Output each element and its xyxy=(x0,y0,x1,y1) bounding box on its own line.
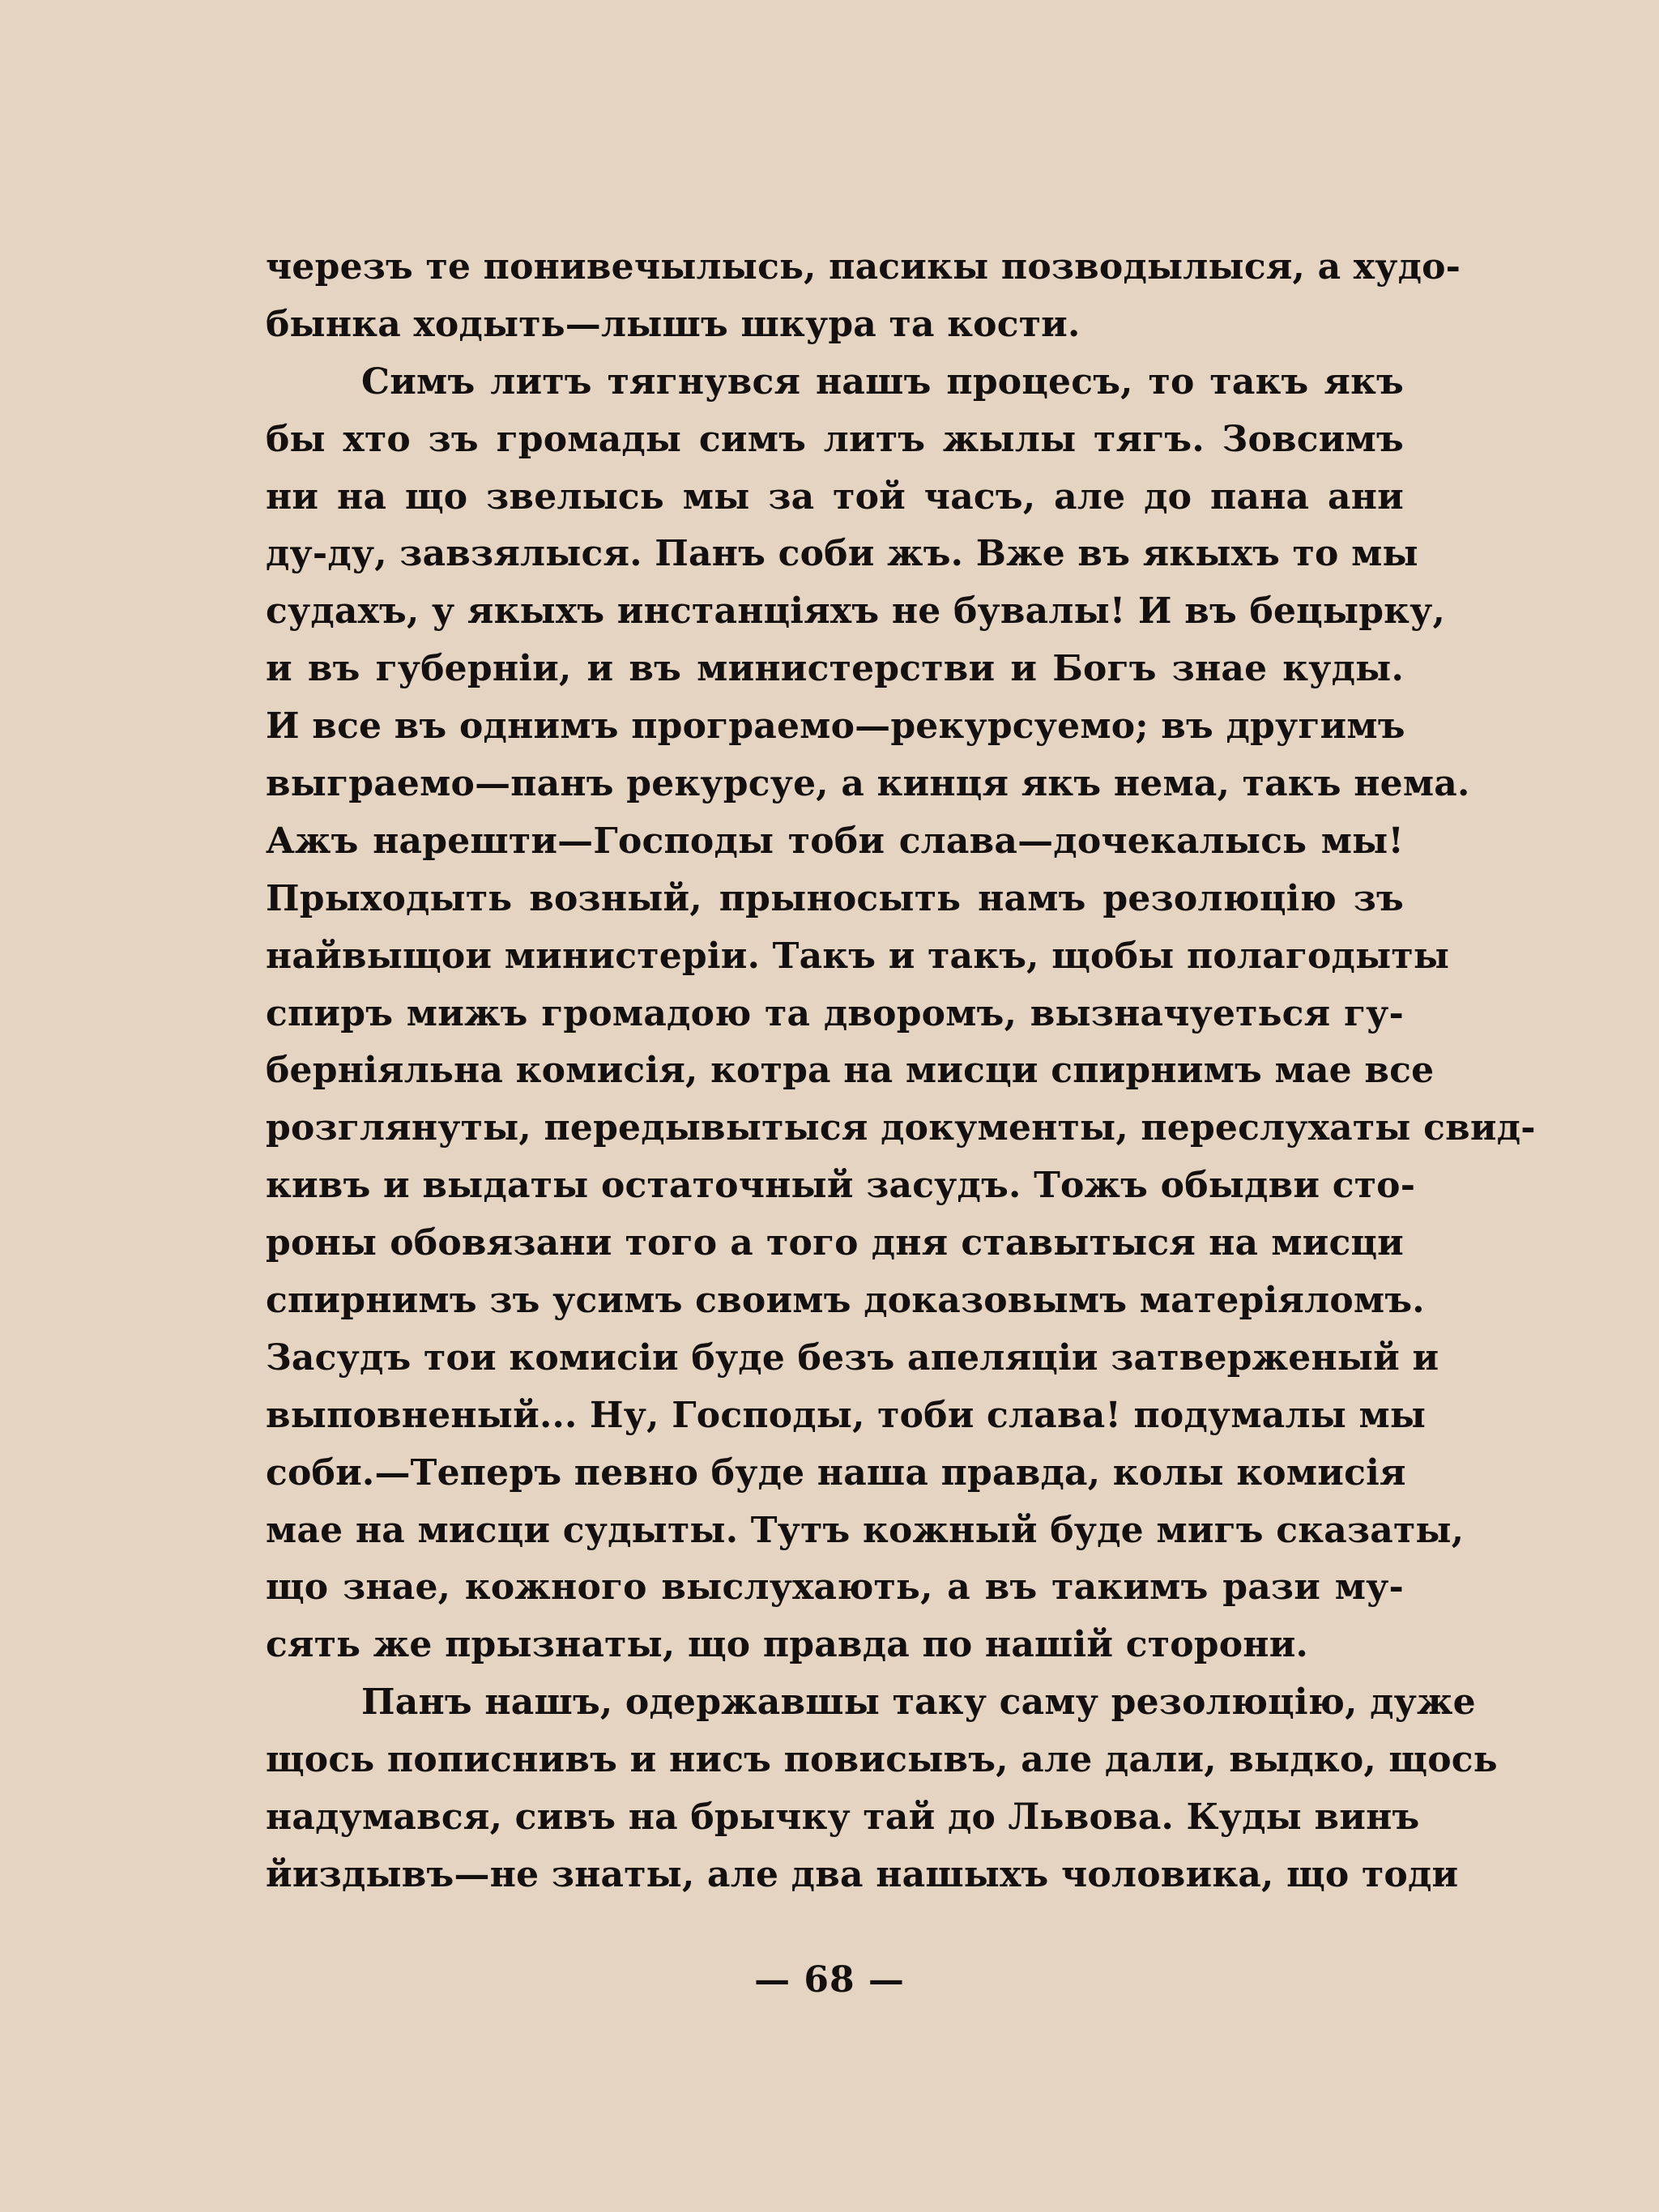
text-line: берніяльна комисія, котра на мисци спирнимъ мае все xyxy=(266,1050,1435,1092)
text-line: спирнимъ зъ усимъ своимъ доказовымъ матеріяломъ. xyxy=(266,1280,1425,1322)
text-line: судахъ, у якыхъ инстанціяхъ не бувалы! И въ бецырку, xyxy=(266,590,1446,633)
text-line: кивъ и выдаты остаточный засудъ. Тожъ обыдви сто- xyxy=(266,1165,1416,1207)
text-line: сять же прызнаты, що правда по нашій сторони. xyxy=(266,1624,1309,1666)
text-line: выграемо—панъ рекурсуе, а кинця якъ нема, такъ нема. xyxy=(266,763,1470,805)
text-line: щось пописнивъ и нисъ повисывъ, але дали, выдко, щось xyxy=(266,1739,1498,1781)
text-line: Засудъ тои комисіи буде безъ апеляціи затверженый и xyxy=(266,1336,1439,1379)
text-line: Ажъ нарешти—Господы тоби слава—дочекалысь мы! xyxy=(266,820,1404,862)
text-line: мае на мисци судыты. Тутъ кожный буде мигъ сказаты, xyxy=(266,1509,1465,1551)
text-line: Симъ литъ тягнувся нашъ процесъ, то такъ якъ xyxy=(361,360,1404,403)
text-line: найвыщои министеріи. Такъ и такъ, щобы полагодыты xyxy=(266,935,1450,977)
text-line: Прыходыть возный, прыносыть намъ резолюцію зъ xyxy=(266,877,1404,919)
text-line: спиръ мижъ громадою та дворомъ, вызначуеться гу- xyxy=(266,992,1404,1034)
text-line: Панъ нашъ, одержавшы таку саму резолюцію, дуже xyxy=(361,1681,1476,1724)
text-line: бы хто зъ громады симъ литъ жылы тягъ. Зовсимъ xyxy=(266,418,1404,460)
text-line: надумався, сивъ на брычку тай до Львова. Куды винъ xyxy=(266,1796,1420,1839)
text-line: ду-ду, завзялыся. Панъ соби жъ. Вже въ якыхъ то мы xyxy=(266,533,1418,575)
text-line: йиздывъ—не знаты, але два нашыхъ чоловика, що тоди xyxy=(266,1853,1459,1895)
text-line: що знае, кожного выслухають, а въ такимъ рази му- xyxy=(266,1566,1404,1609)
text-line: розглянуты, передывытыся документы, переслухаты свид- xyxy=(266,1107,1536,1149)
text-line: роны обовязани того а того дня ставытыся на мисци xyxy=(266,1222,1404,1264)
text-line: соби.—Теперъ певно буде наша правда, колы комисія xyxy=(266,1451,1406,1494)
text-line: И все въ однимъ програемо—рекурсуемо; въ другимъ xyxy=(266,705,1405,748)
text-line: черезъ те понивечылысь, пасикы позводылыся, а худо- xyxy=(266,246,1461,288)
text-line: ни на що звелысь мы за той часъ, але до пана ани xyxy=(266,475,1404,518)
text-line: бынка ходыть—лышъ шкура та кости. xyxy=(266,303,1081,345)
page-text xyxy=(266,239,1536,1904)
text-line: выповненый... Ну, Господы, тоби слава! подумалы мы xyxy=(266,1394,1427,1436)
page-number: — 68 — xyxy=(754,1959,905,2001)
text-line: и въ губерніи, и въ министерстви и Богъ знае куды. xyxy=(266,648,1404,690)
